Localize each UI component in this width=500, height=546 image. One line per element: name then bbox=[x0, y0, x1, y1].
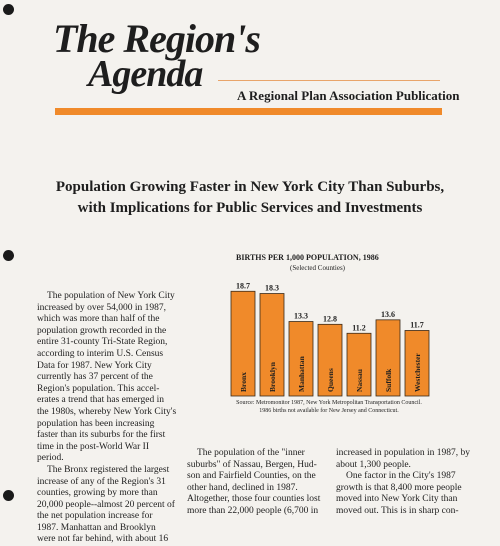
masthead-thin-rule bbox=[218, 80, 440, 81]
headline-line1: Population Growing Faster in New York City Than Suburbs, bbox=[55, 179, 445, 195]
masthead-orange-rule bbox=[55, 108, 442, 115]
column-middle-line: The population of the "inner bbox=[197, 448, 305, 458]
bar-value-label: 11.2 bbox=[352, 323, 366, 333]
column-left-line: period. bbox=[37, 453, 64, 464]
column-left-line: 1987. Manhattan and Brooklyn bbox=[37, 522, 156, 533]
column-left-line: according to interim U.S. Census bbox=[37, 348, 164, 359]
category-label: Brooklyn bbox=[268, 362, 277, 392]
column-left-line: The Bronx registered the largest bbox=[47, 464, 170, 475]
column-left-line: population has been increasing bbox=[37, 418, 155, 429]
column-left-line: 20,000 people--almost 20 percent of bbox=[37, 499, 175, 510]
column-left-line: entire 31-county Tri-State Region, bbox=[37, 337, 168, 348]
column-middle-line: other hand, declined in 1987. bbox=[187, 482, 298, 493]
column-right-line: One factor in the City's 1987 bbox=[346, 471, 456, 482]
article-column-middle bbox=[187, 448, 337, 518]
headline bbox=[0, 177, 500, 219]
column-left-line: currently has 37 percent of the bbox=[37, 372, 153, 383]
column-left-line: the 1980s, whereby New York City's bbox=[37, 406, 177, 417]
column-left-line: population growth recorded in the bbox=[37, 325, 167, 336]
column-left-line: the net population increase for bbox=[37, 511, 153, 522]
column-left-line: Region's population. This accel- bbox=[37, 383, 160, 394]
column-middle-line: Altogether, those four counties lost bbox=[187, 494, 321, 505]
headline-line2: with Implications for Public Services and Investments bbox=[77, 200, 423, 216]
category-label: Suffolk bbox=[384, 368, 393, 392]
column-right-line: moved into New York City than bbox=[336, 494, 458, 505]
column-right-line: increased in population in 1987, by bbox=[336, 448, 471, 458]
chart-source-line1: Source: Metromonitor 1987, New York Metropolitan Transportation Council. bbox=[236, 400, 422, 406]
chart-title: BIRTHS PER 1,000 POPULATION, 1986 bbox=[236, 253, 379, 262]
category-label: Westchester bbox=[413, 353, 422, 392]
column-left-line: increased by over 54,000 in 1987, bbox=[37, 302, 167, 313]
chart-source-line2: 1986 births not available for New Jersey and Connecticut. bbox=[259, 408, 399, 414]
bar-value-label: 12.8 bbox=[323, 314, 337, 324]
category-label: Nassau bbox=[355, 369, 364, 392]
masthead-subtitle: A Regional Plan Association Publication bbox=[237, 88, 460, 103]
binder-hole-middle bbox=[3, 250, 14, 261]
column-left-line: were not far behind, with about 16 bbox=[37, 534, 169, 545]
column-middle-line: son and Fairfield Counties, on the bbox=[187, 471, 316, 482]
bar-value-label: 11.7 bbox=[410, 320, 424, 330]
births-bar-chart bbox=[225, 270, 435, 400]
category-label: Manhattan bbox=[297, 356, 306, 392]
bar-value-label: 18.3 bbox=[265, 283, 279, 293]
column-middle-line: suburbs" of Nassau, Bergen, Hud- bbox=[187, 459, 317, 470]
column-left-line: time in the post-World War II bbox=[37, 441, 150, 452]
bar-value-label: 13.6 bbox=[381, 309, 395, 319]
masthead-title-line1: The Region's bbox=[53, 16, 260, 61]
chart-source bbox=[229, 399, 429, 415]
column-middle-line: more than 22,000 people (6,700 in bbox=[187, 505, 319, 516]
category-label: Queens bbox=[326, 368, 335, 392]
binder-hole-top bbox=[3, 4, 14, 15]
bar-value-label: 18.7 bbox=[236, 281, 250, 291]
article-column-left bbox=[37, 291, 187, 546]
column-right-line: moved out. This is in sharp con- bbox=[336, 505, 459, 516]
chart-subtitle: (Selected Counties) bbox=[290, 264, 346, 272]
column-left-line: erates a trend that has emerged in bbox=[37, 395, 164, 406]
column-left-line: Data for 1987. New York City bbox=[37, 360, 152, 371]
column-left-line: faster than its suburbs for the first bbox=[37, 430, 166, 441]
column-right-line: about 1,300 people. bbox=[336, 459, 411, 470]
column-left-line: The population of New York City bbox=[47, 291, 175, 301]
column-right-line: growth is that 8,400 more people bbox=[336, 482, 462, 493]
column-left-line: counties, growing by more than bbox=[37, 488, 158, 499]
column-left-line: which was more than half of the bbox=[37, 314, 160, 325]
category-label: Bronx bbox=[239, 372, 248, 392]
binder-hole-bottom bbox=[3, 490, 14, 501]
article-column-right bbox=[336, 448, 496, 518]
column-left-line: increase of any of the Region's 31 bbox=[37, 476, 166, 487]
bar-value-label: 13.3 bbox=[294, 311, 308, 321]
masthead-title-line2: Agenda bbox=[88, 53, 203, 95]
